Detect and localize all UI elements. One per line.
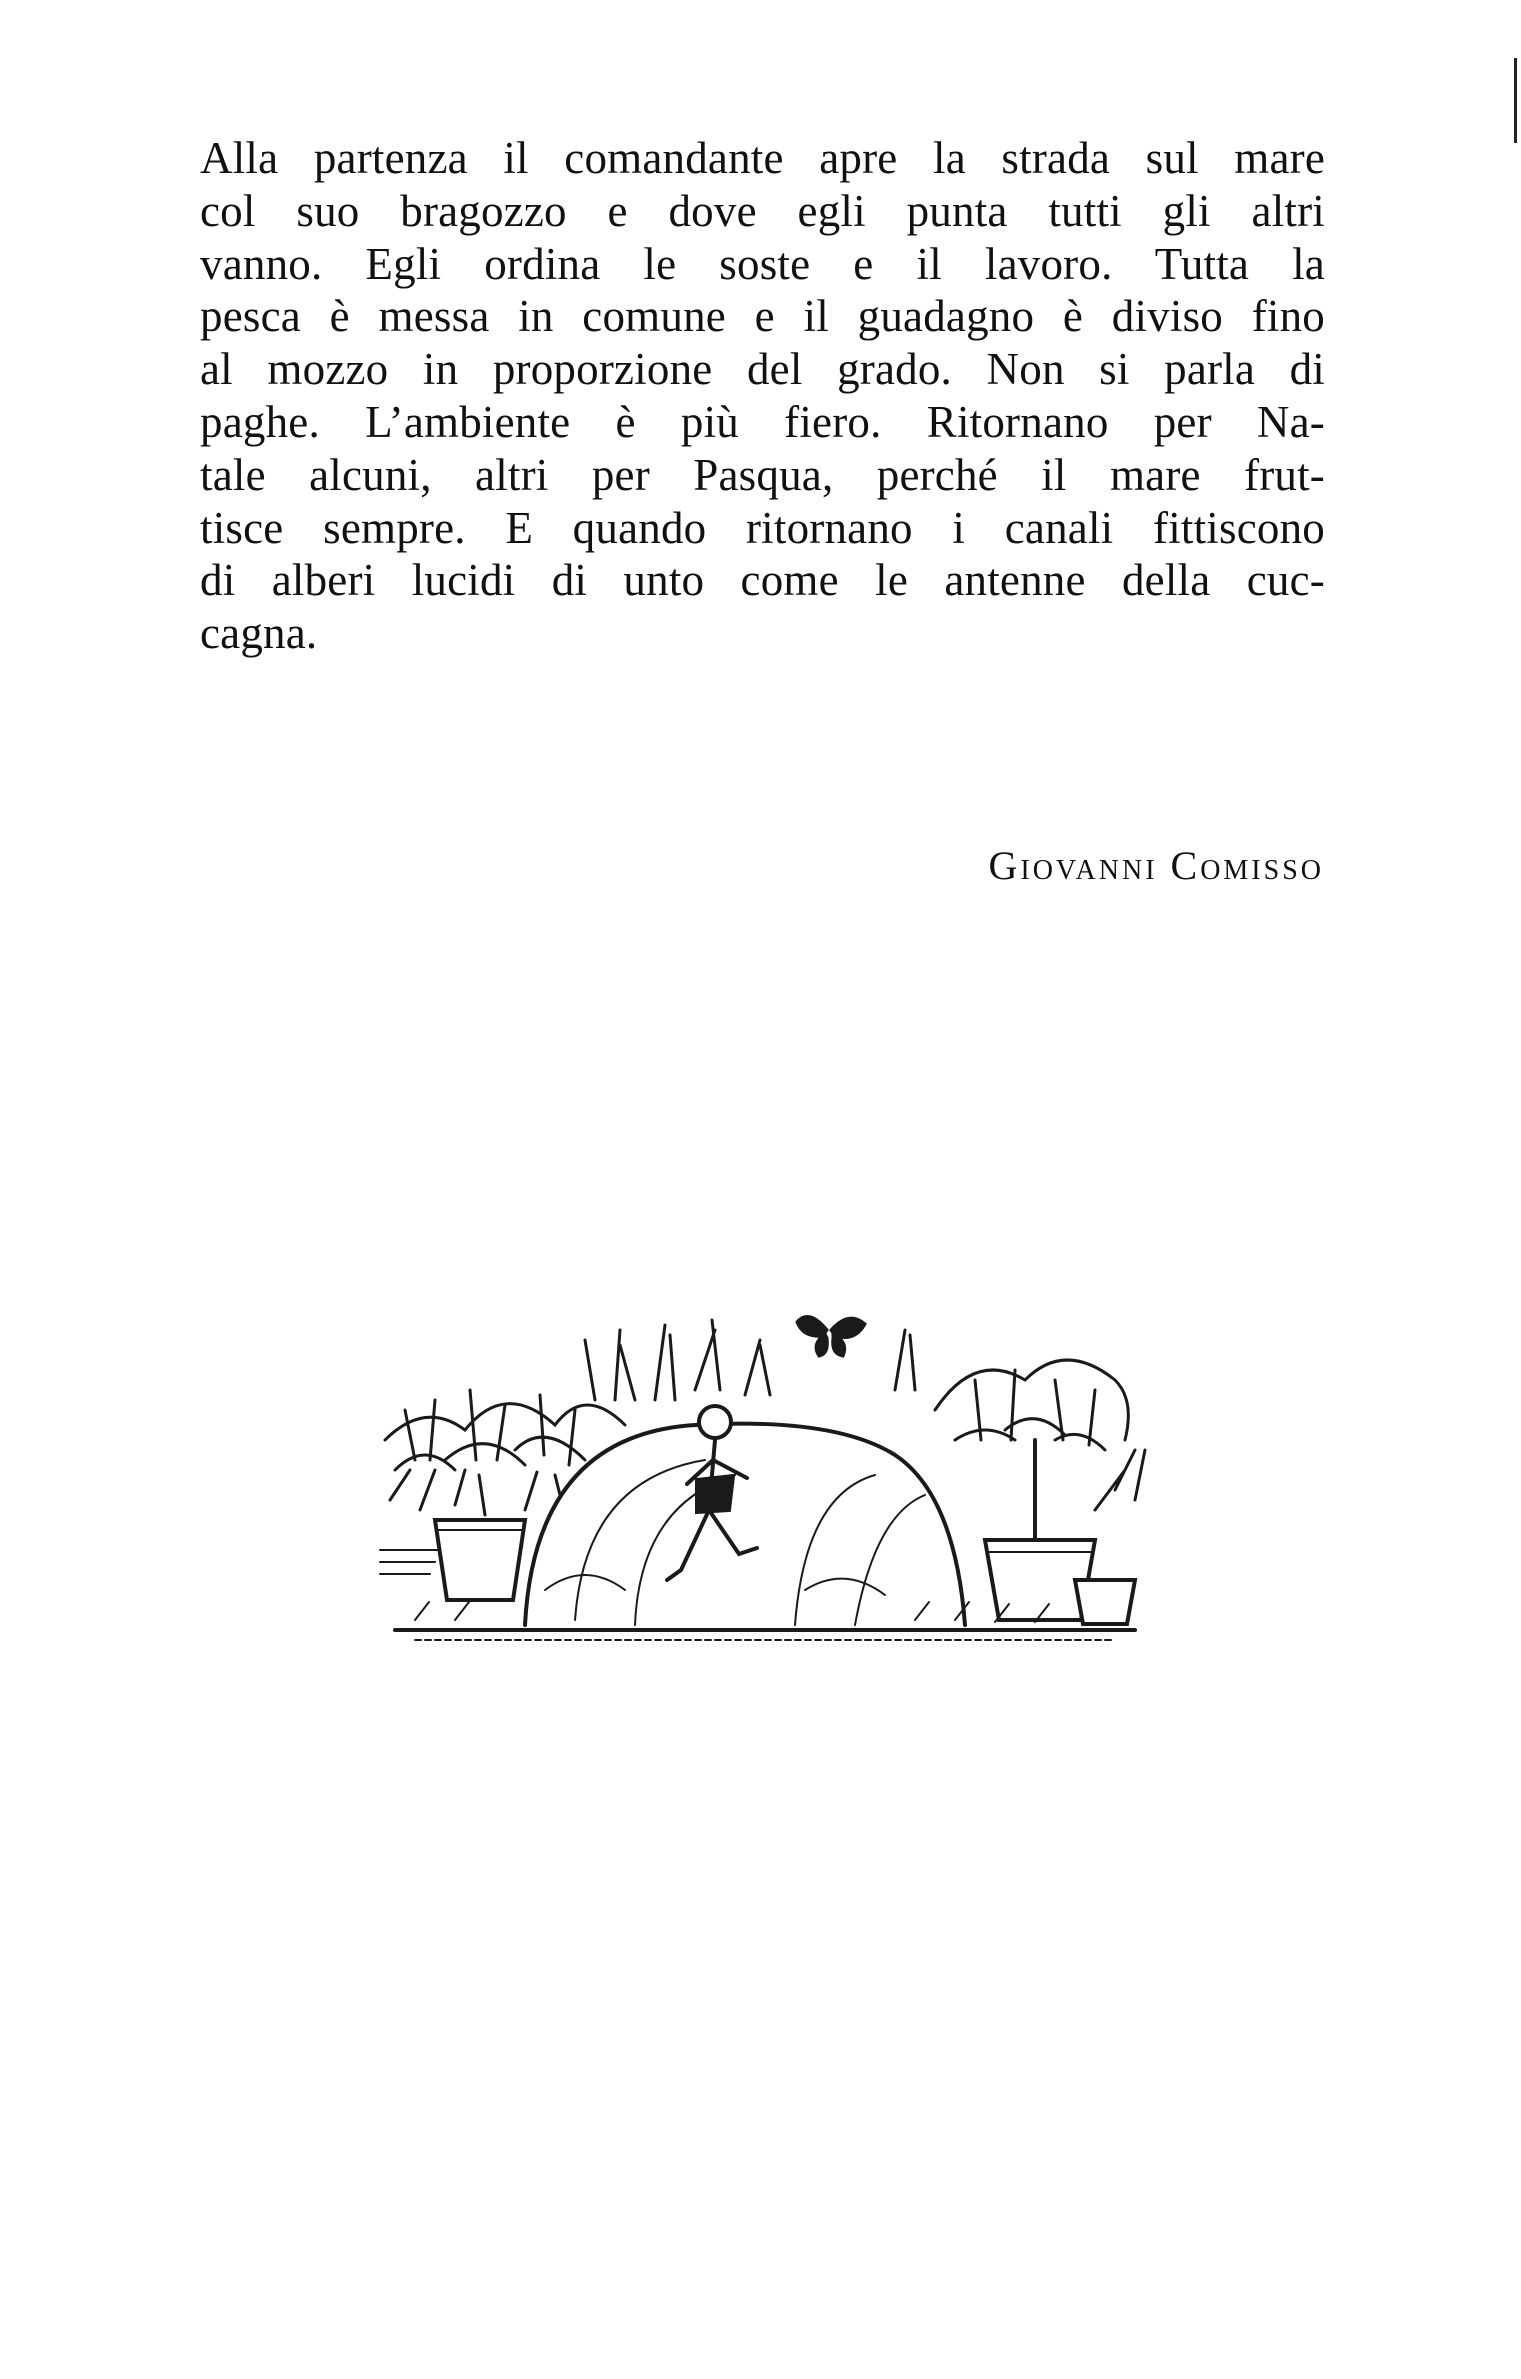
passage-line: vanno. Egli ordina le soste e il lavoro. Tutta la xyxy=(200,238,1325,289)
passage-line: di alberi lucidi di unto come le antenne della cuc- xyxy=(200,555,1325,606)
prose-passage xyxy=(200,132,1325,660)
page-edge-mark xyxy=(1514,58,1517,143)
butterfly-icon xyxy=(797,1317,865,1356)
passage-line: paghe. L’ambiente è più fiero. Ritornano per Na- xyxy=(200,396,1325,447)
author-signature: Giovanni Comisso xyxy=(988,843,1324,888)
passage-line: tale alcuni, altri per Pasqua, perché il mare frut- xyxy=(200,449,1325,500)
passage-line: tisce sempre. E quando ritornano i canali fittiscono xyxy=(200,502,1325,553)
woodcut-vignette-icon xyxy=(375,1290,1155,1655)
passage-line: pesca è messa in comune e il guadagno è diviso fino xyxy=(200,291,1325,342)
passage-line: cagna. xyxy=(200,608,318,659)
passage-line: Alla partenza il comandante apre la strada sul mare xyxy=(200,133,1325,183)
passage-line: al mozzo in proporzione del grado. Non si parla di xyxy=(200,344,1325,395)
passage-line: col suo bragozzo e dove egli punta tutti gli altri xyxy=(200,185,1325,236)
